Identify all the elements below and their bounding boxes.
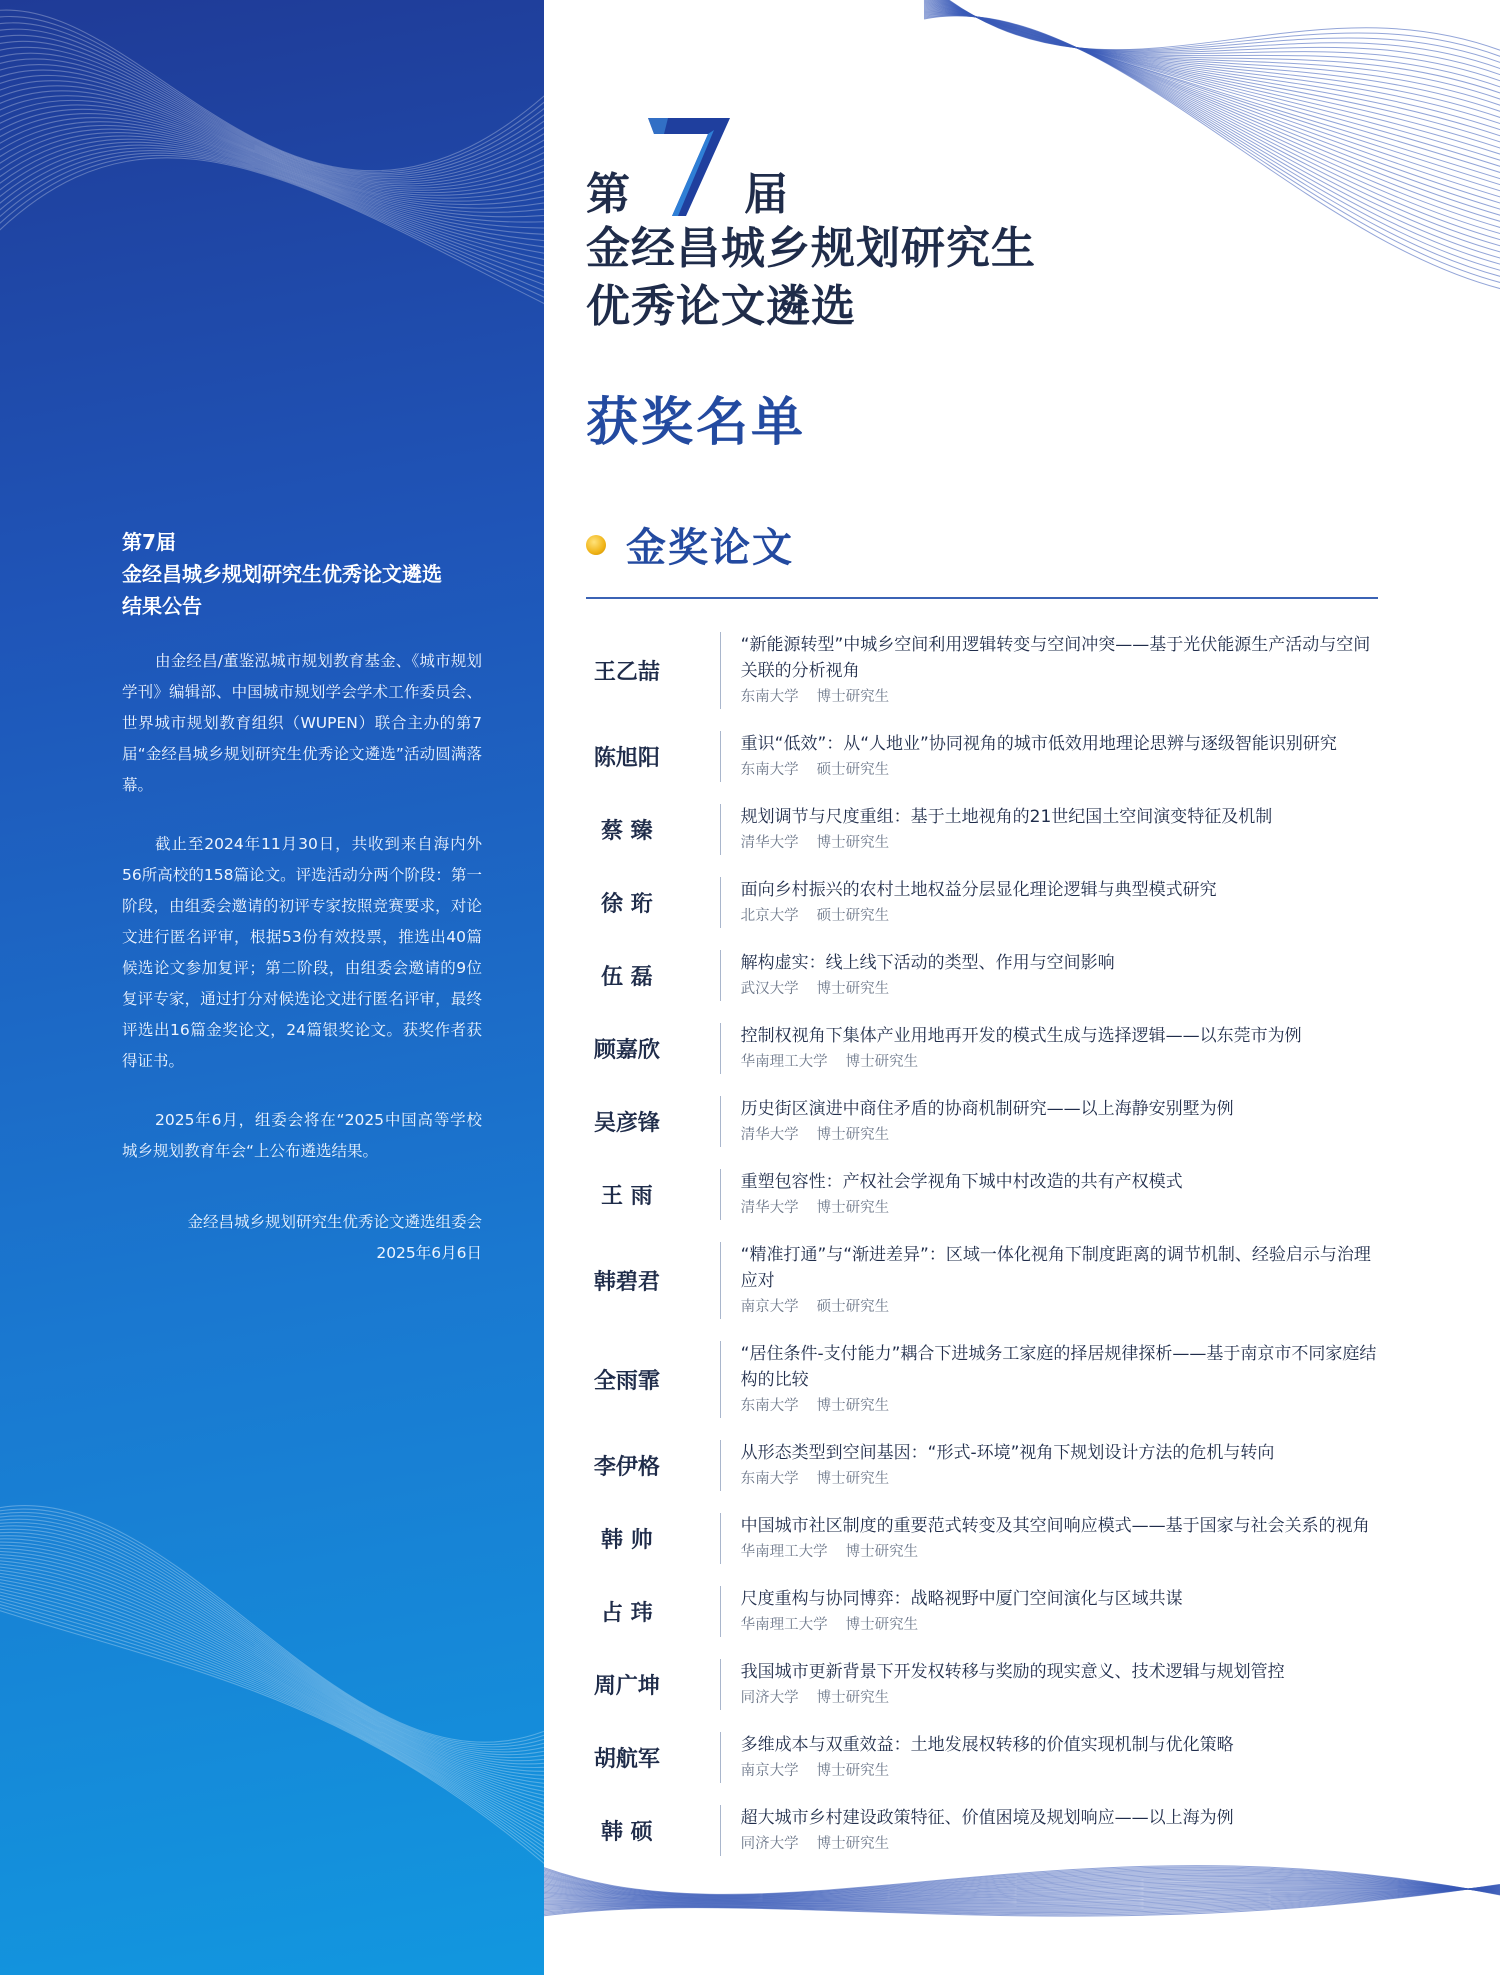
wave-line bbox=[0, 1523, 544, 1755]
author-affiliation bbox=[741, 977, 1386, 1001]
paper-title: 控制权视角下集体产业用地再开发的模式生成与选择逻辑——以东莞市为例 bbox=[740, 1026, 1302, 1046]
author-affiliation bbox=[741, 758, 1386, 782]
notice-title-main: 金经昌城乡规划研究生优秀论文遴选 bbox=[122, 562, 442, 586]
winner-entry bbox=[586, 1169, 1386, 1220]
winner-entry bbox=[586, 1242, 1386, 1319]
paper-title: “新能源转型”中城乡空间利用逻辑转变与空间冲突——基于光伏能源生产活动与空间关联的分析视角 bbox=[740, 635, 1371, 681]
wave-line bbox=[924, 0, 1500, 114]
edition-seven-logo bbox=[638, 112, 736, 220]
title-edition-line bbox=[586, 110, 1036, 220]
winner-name: 全雨霏 bbox=[593, 1369, 660, 1394]
degree-level: 博士研究生 bbox=[845, 1544, 919, 1560]
winner-name: 顾嘉欣 bbox=[593, 1038, 660, 1063]
school-name: 华南理工大学 bbox=[740, 1617, 828, 1633]
author-affiliation bbox=[741, 1123, 1386, 1147]
left-panel bbox=[0, 0, 544, 1975]
result-notice bbox=[122, 526, 482, 1269]
page-header bbox=[586, 110, 1036, 455]
author-affiliation bbox=[741, 1686, 1386, 1710]
degree-level: 博士研究生 bbox=[816, 981, 890, 997]
winner-entry bbox=[586, 877, 1386, 928]
winner-entry bbox=[586, 1341, 1386, 1418]
wave-line bbox=[0, 1588, 544, 1887]
degree-level: 博士研究生 bbox=[816, 1690, 890, 1706]
degree-level: 硕士研究生 bbox=[816, 908, 890, 924]
author-affiliation bbox=[741, 1295, 1386, 1319]
winner-name: 陈旭阳 bbox=[593, 746, 660, 771]
winner-details bbox=[720, 1341, 1386, 1418]
school-name: 清华大学 bbox=[740, 1127, 799, 1143]
winner-details bbox=[720, 1586, 1386, 1637]
winner-details bbox=[720, 731, 1386, 782]
degree-level: 博士研究生 bbox=[816, 1398, 890, 1414]
winner-name: 韩 帅 bbox=[600, 1528, 653, 1553]
paper-title: 历史街区演进中商住矛盾的协商机制研究——以上海静安别墅为例 bbox=[740, 1099, 1234, 1119]
paper-title: 规划调节与尺度重组：基于土地视角的21世纪国土空间演变特征及机制 bbox=[740, 807, 1273, 827]
paper-title: 超大城市乡村建设政策特征、价值困境及规划响应——以上海为例 bbox=[740, 1808, 1234, 1828]
winner-details bbox=[720, 1732, 1386, 1783]
winner-name: 王乙喆 bbox=[593, 660, 660, 685]
degree-level: 博士研究生 bbox=[816, 1127, 890, 1143]
title-di: 第 bbox=[586, 169, 630, 220]
school-name: 武汉大学 bbox=[740, 981, 799, 997]
winner-entry bbox=[586, 804, 1386, 855]
degree-level: 博士研究生 bbox=[845, 1617, 919, 1633]
winner-name: 周广坤 bbox=[593, 1674, 660, 1699]
paper-title: 多维成本与双重效益：土地发展权转移的价值实现机制与优化策略 bbox=[740, 1735, 1234, 1755]
wave-line bbox=[924, 0, 1500, 78]
winner-entry bbox=[586, 731, 1386, 782]
gold-award-title: 金奖论文 bbox=[626, 525, 794, 571]
notice-paragraph-process: 截止至2024年11月30日，共收到来自海内外56所高校的158篇论文。评选活动分两个阶段：第一阶段，由组委会邀请的初评专家按照竞赛要求，对论文进行匿名评审，根据53份有效投票，推选出40篇候选论文参加复评；第二阶段，由组委会邀请的9位复评专家，通过打分对候选论文进行匿名评审，最终评选出16篇金奖论文，24篇银奖论文。获奖作者获得证书。 bbox=[122, 835, 482, 1070]
paper-title: 解构虚实：线上线下活动的类型、作用与空间影响 bbox=[740, 953, 1115, 973]
wave-line bbox=[0, 86, 544, 196]
winner-details bbox=[720, 1513, 1386, 1564]
winner-details bbox=[720, 877, 1386, 928]
notice-paragraph-announcement: 2025年6月，组委会将在“2025中国高等学校城乡规划教育年会“上公布遴选结果。 bbox=[122, 1111, 482, 1160]
paper-title: 重识“低效”：从“人地业”协同视角的城市低效用地理论思辨与逐级智能识别研究 bbox=[740, 734, 1337, 754]
paper-title: 我国城市更新背景下开发权转移与奖励的现实意义、技术逻辑与规划管控 bbox=[740, 1662, 1285, 1682]
winner-entry bbox=[586, 950, 1386, 1001]
winner-details bbox=[720, 804, 1386, 855]
winner-details bbox=[720, 1096, 1386, 1147]
title-selection-line: 优秀论文遴选 bbox=[586, 281, 856, 332]
author-affiliation bbox=[741, 831, 1386, 855]
signature-date: 2025年6月6日 bbox=[376, 1244, 482, 1262]
paper-title: 面向乡村振兴的农村土地权益分层显化理论逻辑与典型模式研究 bbox=[740, 880, 1217, 900]
wave-line bbox=[0, 1574, 544, 1849]
winner-details bbox=[720, 950, 1386, 1001]
paper-title: 中国城市社区制度的重要范式转变及其空间响应模式——基于国家与社会关系的视角 bbox=[740, 1516, 1370, 1536]
winner-entry bbox=[586, 1659, 1386, 1710]
school-name: 清华大学 bbox=[740, 1200, 799, 1216]
school-name: 南京大学 bbox=[740, 1299, 799, 1315]
paper-title: 尺度重构与协同博弈：战略视野中厦门空间演化与区域共谋 bbox=[740, 1589, 1183, 1609]
winner-entry bbox=[586, 1513, 1386, 1564]
author-affiliation bbox=[741, 1832, 1386, 1856]
winner-name: 蔡 臻 bbox=[600, 819, 653, 844]
wave-line bbox=[0, 1572, 544, 1843]
wave-line bbox=[0, 10, 544, 171]
winner-entry bbox=[586, 1732, 1386, 1783]
degree-level: 博士研究生 bbox=[816, 1836, 890, 1852]
degree-level: 博士研究生 bbox=[845, 1054, 919, 1070]
degree-level: 硕士研究生 bbox=[816, 762, 890, 778]
winner-name: 徐 珩 bbox=[600, 892, 653, 917]
wave-line bbox=[0, 1586, 544, 1881]
winner-name: 占 玮 bbox=[600, 1601, 653, 1626]
winner-details bbox=[720, 1023, 1386, 1074]
author-affiliation bbox=[741, 1613, 1386, 1637]
winner-name: 韩碧君 bbox=[593, 1270, 660, 1295]
winner-name: 吴彦锋 bbox=[593, 1111, 660, 1136]
wave-line bbox=[0, 1516, 544, 1750]
author-affiliation bbox=[741, 904, 1386, 928]
school-name: 华南理工大学 bbox=[740, 1054, 828, 1070]
notice-title-result: 结果公告 bbox=[122, 594, 202, 618]
school-name: 清华大学 bbox=[740, 835, 799, 851]
winner-details bbox=[720, 1659, 1386, 1710]
author-affiliation bbox=[741, 1467, 1386, 1491]
school-name: 东南大学 bbox=[740, 762, 799, 778]
winner-entry bbox=[586, 632, 1386, 709]
gold-medal-icon bbox=[586, 535, 606, 555]
author-affiliation bbox=[741, 685, 1386, 709]
degree-level: 博士研究生 bbox=[816, 689, 890, 705]
school-name: 东南大学 bbox=[740, 1471, 799, 1487]
author-affiliation bbox=[741, 1196, 1386, 1220]
winner-details bbox=[720, 1440, 1386, 1491]
winner-name: 李伊格 bbox=[593, 1455, 660, 1480]
winner-name: 韩 硕 bbox=[600, 1820, 653, 1845]
winner-details bbox=[720, 632, 1386, 709]
winner-details bbox=[720, 1805, 1386, 1856]
winner-entry bbox=[586, 1805, 1386, 1856]
title-jie: 届 bbox=[744, 169, 788, 220]
award-list-title: 获奖名单 bbox=[586, 393, 807, 453]
winner-details bbox=[720, 1242, 1386, 1319]
school-name: 东南大学 bbox=[740, 689, 799, 705]
school-name: 东南大学 bbox=[740, 1398, 799, 1414]
wave-line bbox=[0, 1584, 544, 1875]
notice-paragraph-organizers: 由金经昌/董鉴泓城市规划教育基金、《城市规划学刊》编辑部、中国城市规划学会学术工作委员会、世界城市规划教育组织（WUPEN）联合主办的第7届“金经昌城乡规划研究生优秀论文遴选”活动圆满落幕。 bbox=[122, 652, 482, 794]
gold-award-section-header bbox=[586, 516, 794, 573]
wave-line bbox=[0, 1560, 544, 1810]
winner-entry bbox=[586, 1023, 1386, 1074]
degree-level: 博士研究生 bbox=[816, 1471, 890, 1487]
notice-title-edition: 第7届 bbox=[122, 530, 176, 554]
winner-name: 王 雨 bbox=[600, 1184, 653, 1209]
winner-entry bbox=[586, 1440, 1386, 1491]
paper-title: “精准打通”与“渐进差异”：区域一体化视角下制度距离的调节机制、经验启示与治理应对 bbox=[740, 1245, 1371, 1291]
school-name: 北京大学 bbox=[740, 908, 799, 924]
title-program-line: 金经昌城乡规划研究生 bbox=[586, 223, 1036, 274]
winner-entry bbox=[586, 1586, 1386, 1637]
author-affiliation bbox=[741, 1394, 1386, 1418]
author-affiliation bbox=[741, 1540, 1386, 1564]
wave-line bbox=[0, 1569, 544, 1835]
wave-line bbox=[0, 1512, 544, 1746]
wave-line bbox=[924, 0, 1500, 66]
signature-organization: 金经昌城乡规划研究生优秀论文遴选组委会 bbox=[187, 1213, 482, 1231]
notice-signature bbox=[122, 1207, 482, 1269]
paper-title: 重塑包容性：产权社会学视角下城中村改造的共有产权模式 bbox=[740, 1172, 1183, 1192]
degree-level: 博士研究生 bbox=[816, 1200, 890, 1216]
degree-level: 硕士研究生 bbox=[816, 1299, 890, 1315]
degree-level: 博士研究生 bbox=[816, 835, 890, 851]
winner-name: 伍 磊 bbox=[600, 965, 653, 990]
school-name: 南京大学 bbox=[740, 1763, 799, 1779]
degree-level: 博士研究生 bbox=[816, 1763, 890, 1779]
author-affiliation bbox=[741, 1759, 1386, 1783]
author-affiliation bbox=[741, 1050, 1386, 1074]
section-divider bbox=[586, 597, 1378, 599]
winner-name: 胡航军 bbox=[593, 1747, 660, 1772]
paper-title: 从形态类型到空间基因：“形式-环境”视角下规划设计方法的危机与转向 bbox=[740, 1443, 1275, 1463]
school-name: 同济大学 bbox=[740, 1690, 799, 1706]
school-name: 同济大学 bbox=[740, 1836, 799, 1852]
paper-title: “居住条件-支付能力”耦合下进城务工家庭的择居规律探析——基于南京市不同家庭结构的比较 bbox=[740, 1344, 1377, 1390]
school-name: 华南理工大学 bbox=[740, 1544, 828, 1560]
winner-list bbox=[586, 632, 1386, 1856]
winner-details bbox=[720, 1169, 1386, 1220]
wave-line bbox=[0, 1576, 544, 1855]
winner-entry bbox=[586, 1096, 1386, 1147]
